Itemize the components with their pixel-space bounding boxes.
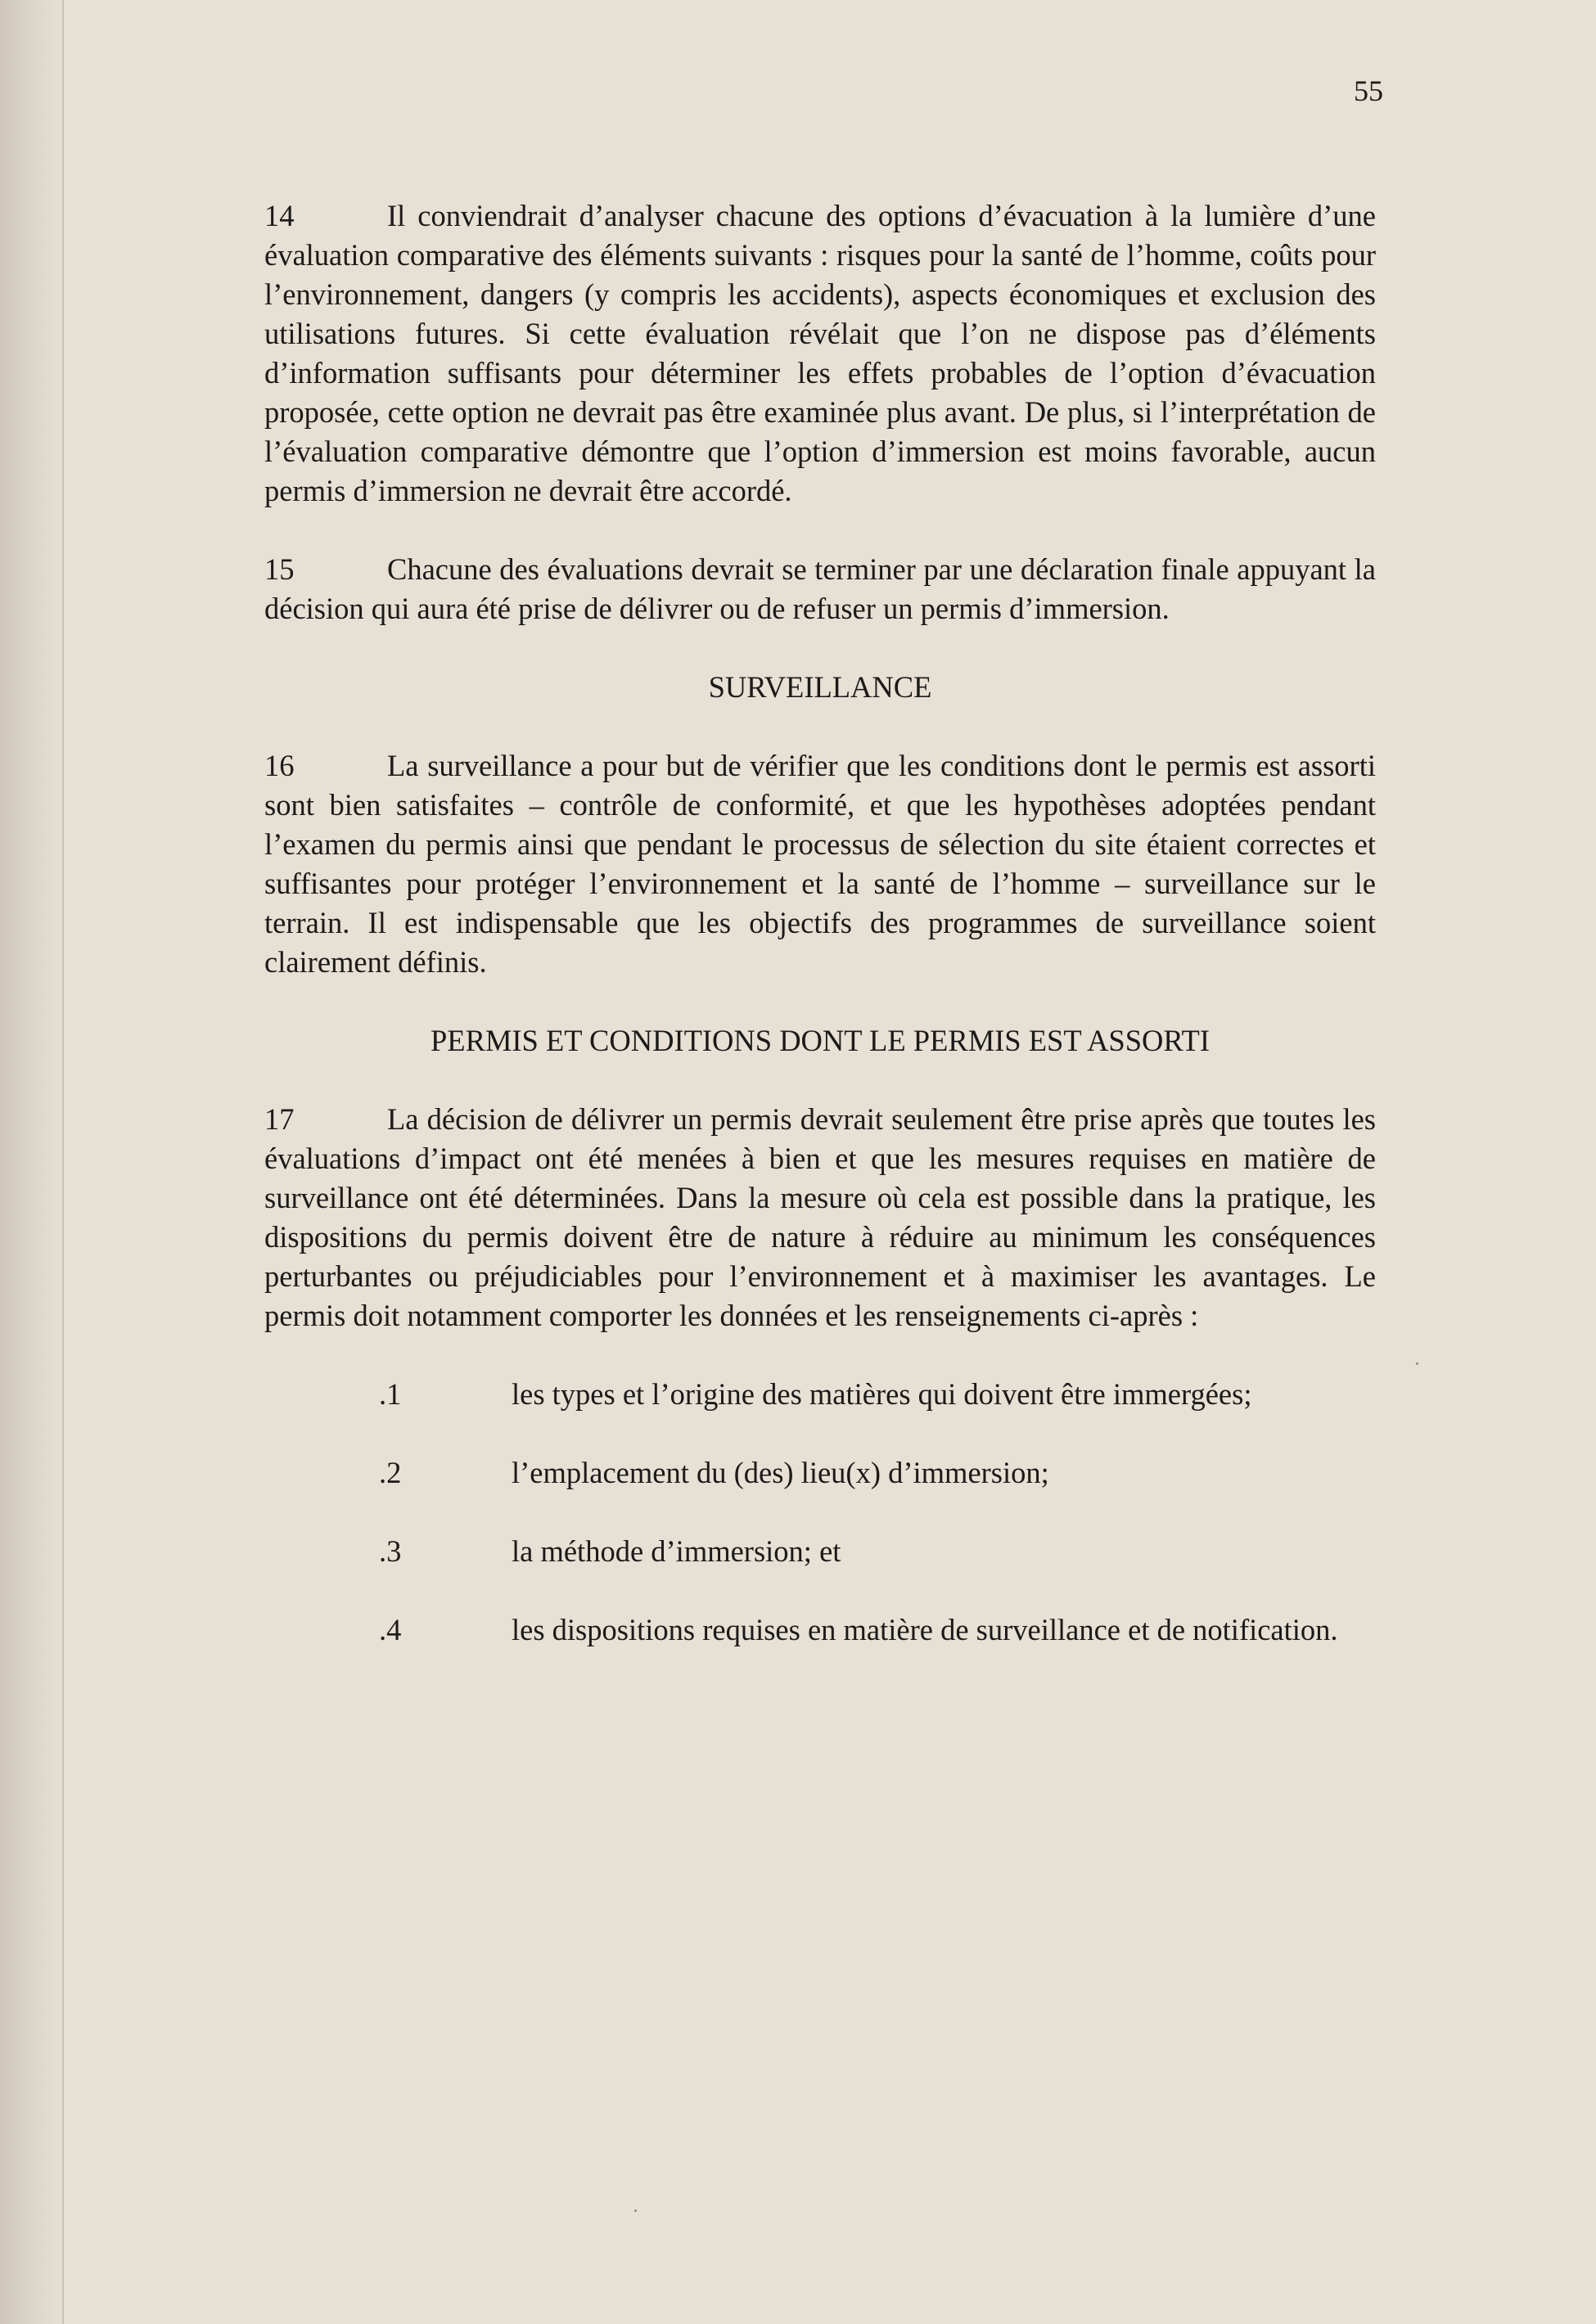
paper-speck [634, 2209, 637, 2212]
paragraph-17 [264, 1100, 1376, 1335]
paragraph-text: La décision de délivrer un permis devrait seulement être prise après que toutes les évaluations d’impact ont été menées à bien et que les mesures requises en matière de surveillance ont été déterminées. Dans la mesure où cela est possible dans la pratique, les dispositions du permis doivent être de nature à réduire au minimum les conséquences perturbantes ou préjudiciables pour l’environnement et à maximiser les avantages. Le permis doit notamment comporter les données et les renseignements ci-après : [264, 1102, 1376, 1332]
page-number: 55 [1354, 74, 1383, 107]
list-item-number: .3 [379, 1534, 402, 1568]
paragraph-text: La surveillance a pour but de vérifier que les conditions dont le permis est assorti sont bien satisfaites – contrôle de conformité, et que les hypothèses adoptées pendant l’examen du permis ainsi que pendant le processus de sélection du site étaient correctes et suffisantes pour protéger l’environnement et la santé de l’homme – surveillance sur le terrain. Il est indispensable que les objectifs des programmes de surveillance soient clairement définis. [264, 749, 1376, 979]
permit-requirements-list [264, 1375, 1376, 1650]
paragraph-text: Il conviendrait d’analyser chacune des options d’évacuation à la lumière d’une évaluation comparative des éléments suivants : risques pour la santé de l’homme, coûts pour l’environnement, dangers (y compris les accidents), aspects économiques et exclusion des utilisations futures. Si cette évaluation révélait que l’on ne dispose pas d’éléments d’information suffisants pour déterminer les effets probables de l’option d’évacuation proposée, cette option ne devrait pas être examinée plus avant. De plus, si l’interprétation de l’évaluation comparative démontre que l’option d’immersion est moins favorable, aucun permis d’immersion ne devrait être accordé. [264, 199, 1376, 507]
list-item-text: la méthode d’immersion; et [512, 1534, 841, 1568]
document-body [264, 196, 1376, 1689]
paragraph-15 [264, 550, 1376, 628]
list-item [264, 1610, 1376, 1650]
paragraph-number: 17 [264, 1102, 295, 1136]
list-item-text: les dispositions requises en matière de surveillance et de notification. [512, 1613, 1338, 1646]
section-heading-permis: PERMIS ET CONDITIONS DONT LE PERMIS EST ASSORTI [431, 1024, 1210, 1057]
page-gutter-shadow [0, 0, 64, 2324]
list-item [264, 1375, 1376, 1414]
paragraph-number: 14 [264, 199, 295, 232]
paragraph-14 [264, 196, 1376, 511]
list-item-number: .2 [379, 1456, 402, 1489]
list-item-text: les types et l’origine des matières qui doivent être immergées; [512, 1377, 1252, 1411]
paragraph-number: 16 [264, 749, 295, 782]
list-item-number: .1 [379, 1377, 402, 1411]
list-item-number: .4 [379, 1613, 402, 1646]
paragraph-16 [264, 746, 1376, 982]
section-heading-surveillance: SURVEILLANCE [708, 670, 932, 704]
paragraph-number: 15 [264, 552, 295, 586]
paragraph-text: Chacune des évaluations devrait se terminer par une déclaration finale appuyant la décision qui aura été prise de délivrer ou de refuser un permis d’immersion. [264, 552, 1376, 625]
list-item-text: l’emplacement du (des) lieu(x) d’immersion; [512, 1456, 1049, 1489]
page-binding-edge [62, 0, 64, 2324]
list-item [264, 1532, 1376, 1571]
paper-speck [1416, 1362, 1418, 1365]
list-item [264, 1453, 1376, 1493]
